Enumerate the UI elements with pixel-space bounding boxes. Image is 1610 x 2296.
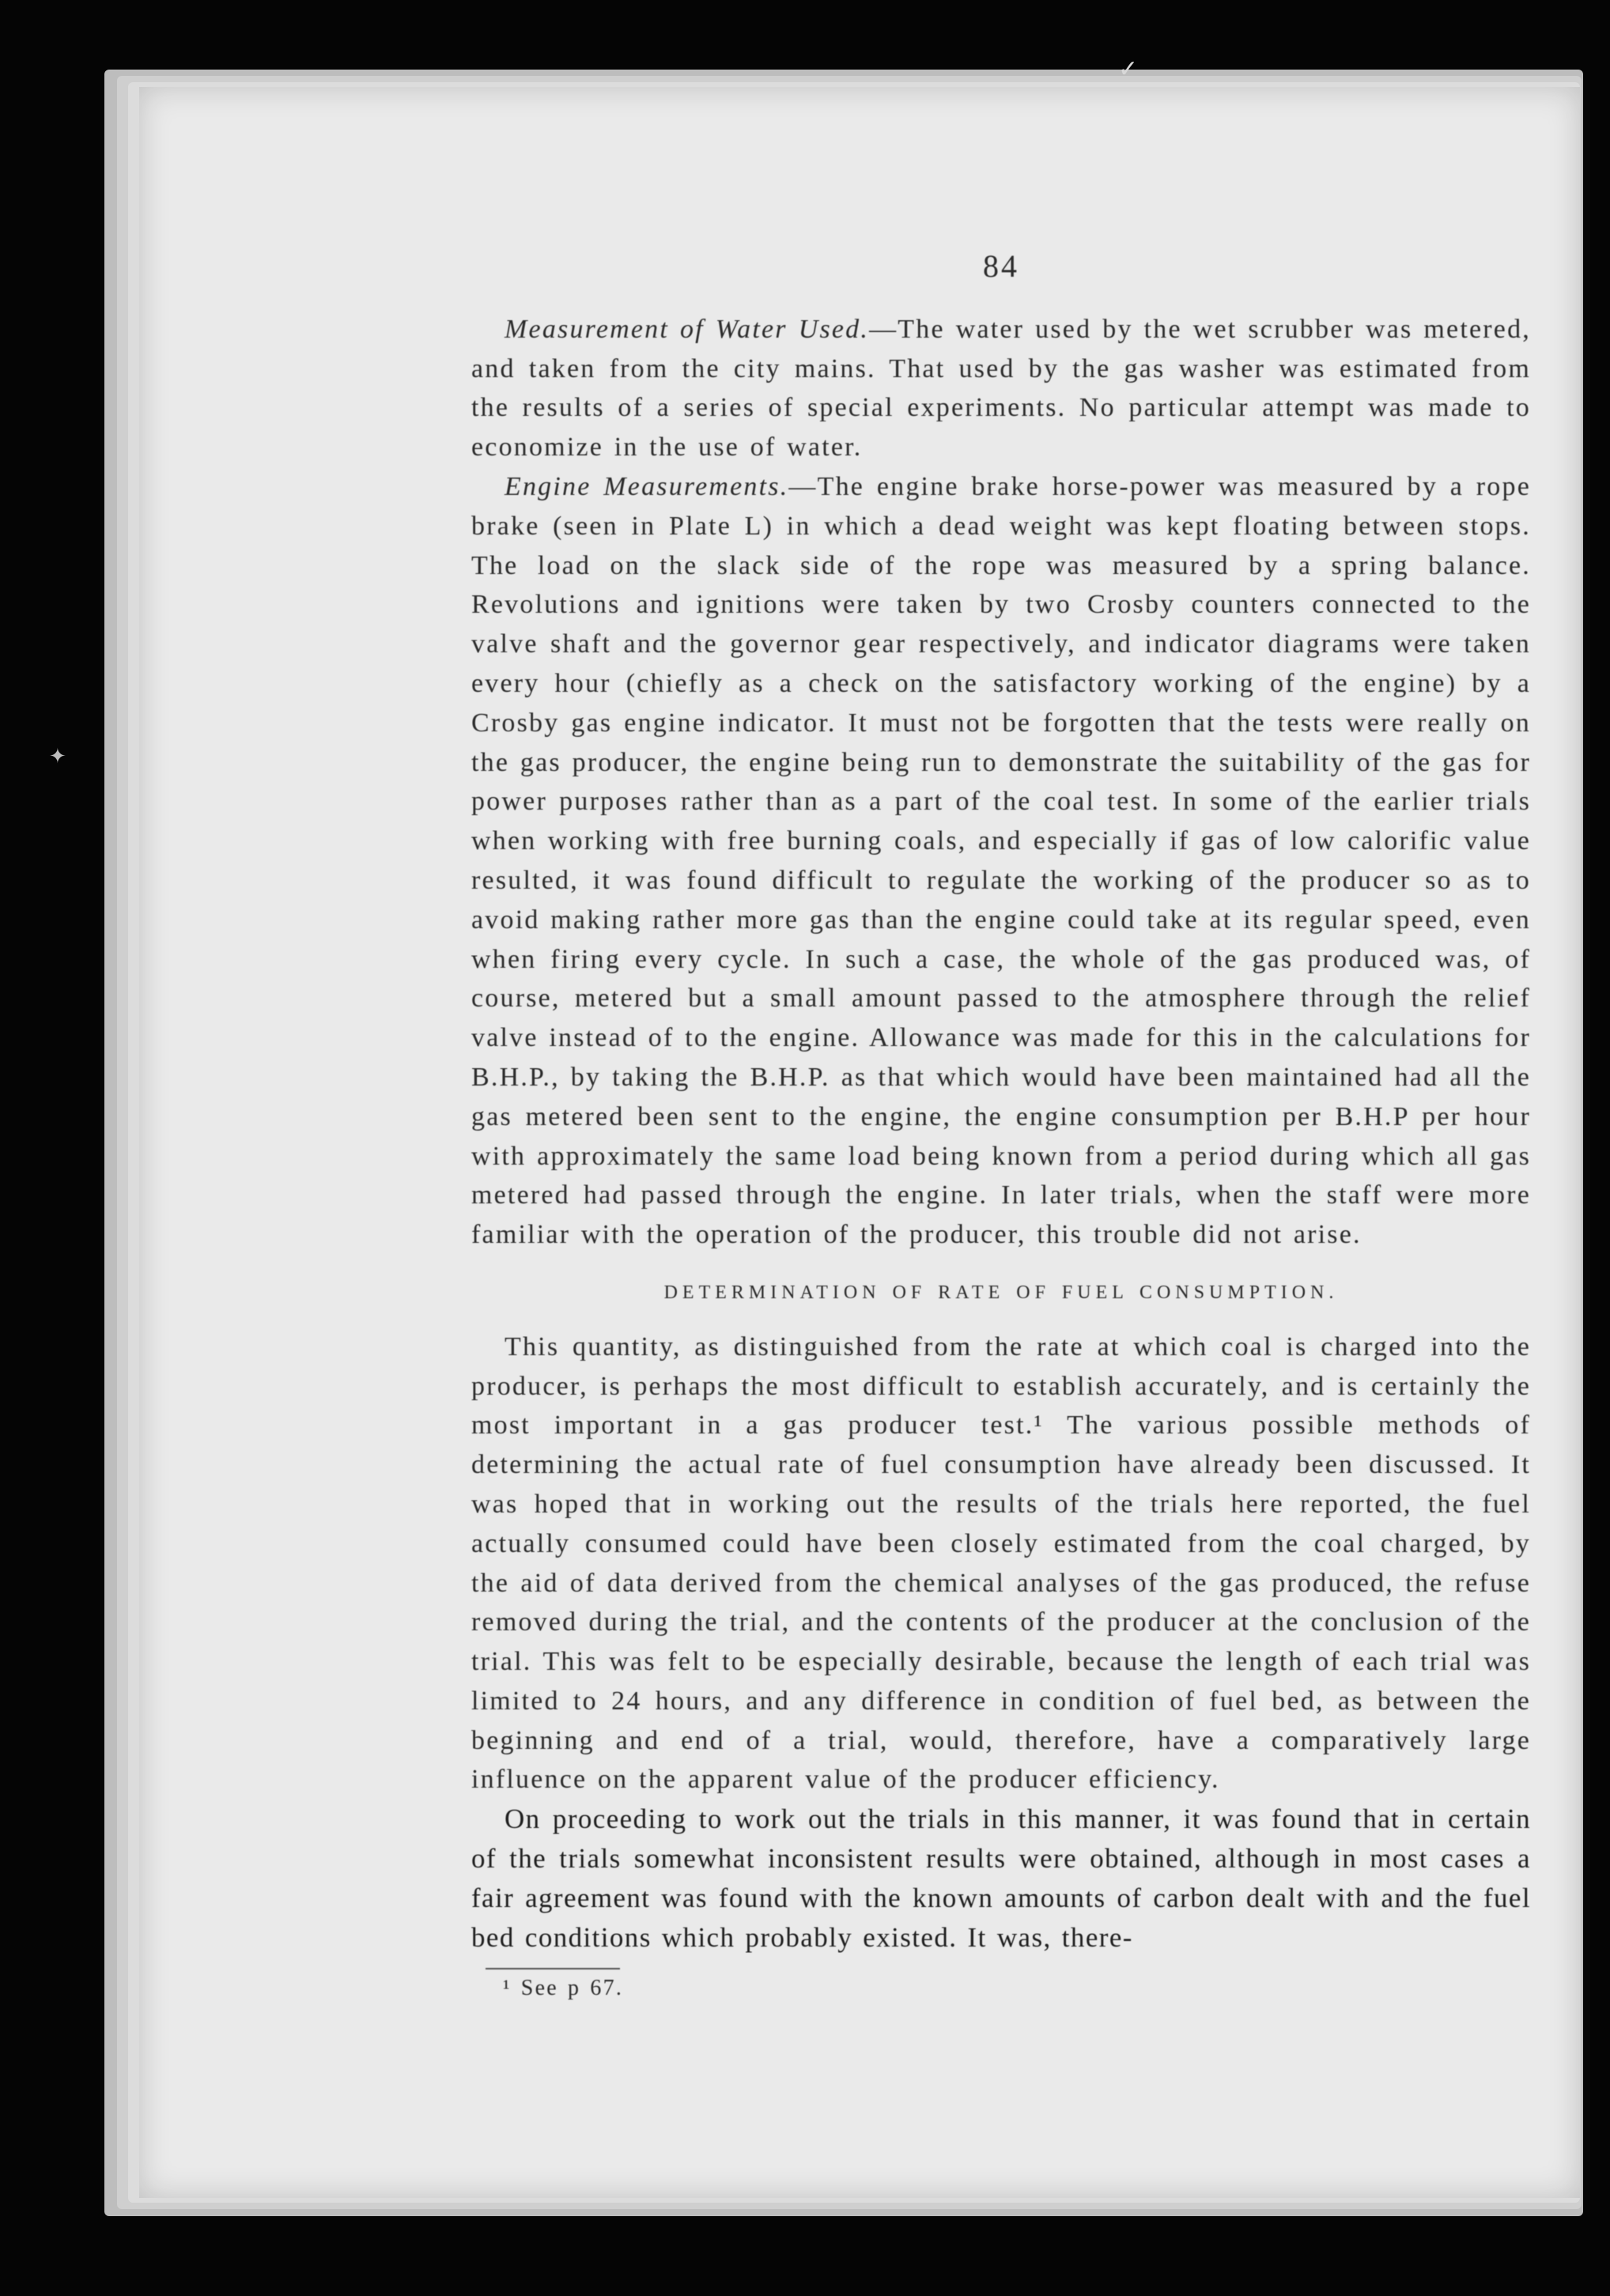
- paragraph-fuel-consumption: This quantity, as distinguished from the rate at which coal is charged into the producer, is perhaps the most difficult to establish accurately, and is certainly the most important in a gas producer test.¹ The various possible methods of determining the actual rate of fuel consumption have already been discussed. It was hoped that in working out the results of the trials here reported, the fuel actually consumed could have been closely estimated from the coal charged, by the aid of data derived from the chemical analyses of the gas produced, the refuse removed during the trial, and the contents of the producer at the conclusion of the trial. This was felt to be especially desirable, because the length of each trial was limited to 24 hours, and any difference in condition of fuel bed, as between the beginning and end of a trial, would, therefore, have a comparatively large influence on the apparent value of the producer efficiency.: [471, 1331, 1531, 1795]
- paragraph-heading: Measurement of Water Used.: [505, 314, 870, 344]
- paragraph-body: —The water used by the wet scrubber was metered, and taken from the city mains. That used by the gas washer was estimated from the results of a series of special experiments. No particular attempt was made to economize in the use of water.: [471, 314, 1531, 463]
- paragraph-proceeding: On proceeding to work out the trials in this manner, it was found that in certain of the trials somewhat inconsistent results were obtained, although in most cases a fair agreement was found with the known amounts of carbon dealt with and the fuel bed conditions which probably existed. It was, there-: [471, 1803, 1531, 1953]
- page-number: 84: [983, 248, 1019, 284]
- page-text: [471, 247, 1531, 2003]
- paragraph-body: —The engine brake horse-power was measured by a rope brake (seen in Plate L) in which a dead weight was kept floating between stops. The load on the slack side of the rope was measured by a spring balance. Revolutions and ignitions were taken by two Crosby counters connected to the valve shaft and the governor gear respectively, and indicator diagrams were taken every hour (chiefly as a check on the satisfactory working of the engine) by a Crosby gas engine indicator. It must not be forgotten that the tests were really on the gas producer, the engine being run to demonstrate the suitability of the gas for power purposes rather than as a part of the coal test. In some of the earlier trials when working with free burning coals, and especially if gas of low calorific value resulted, it was found difficult to regulate the working of the producer so as to avoid making rather more gas than the engine could take at its regular speed, even when firing every cycle. In such a case, the whole of the gas produced was, of course, metered but a small amount passed to the atmosphere through the relief valve instead of to the engine. Allowance was made for this in the calculations for B.H.P., by taking the B.H.P. as that which would have been maintained had all the gas metered been sent to the engine, the engine consumption per B.H.P per hour with approximately the same load being known from a period during which all gas metered had passed through the engine. In later trials, when the staff were more familiar with the operation of the producer, this trouble did not arise.: [471, 471, 1531, 1250]
- paragraph-heading: Engine Measurements.: [505, 471, 789, 501]
- paragraph-water: [471, 310, 1531, 467]
- section-heading: DETERMINATION OF RATE OF FUEL CONSUMPTION.: [663, 1282, 1339, 1303]
- footnote-rule: [486, 1968, 620, 1969]
- paragraph-engine: [471, 467, 1531, 1255]
- corner-mark-icon: ✓: [1118, 56, 1139, 82]
- footnote: ¹ See p 67.: [503, 1976, 624, 2001]
- binding-mark-icon: ✦: [49, 745, 66, 768]
